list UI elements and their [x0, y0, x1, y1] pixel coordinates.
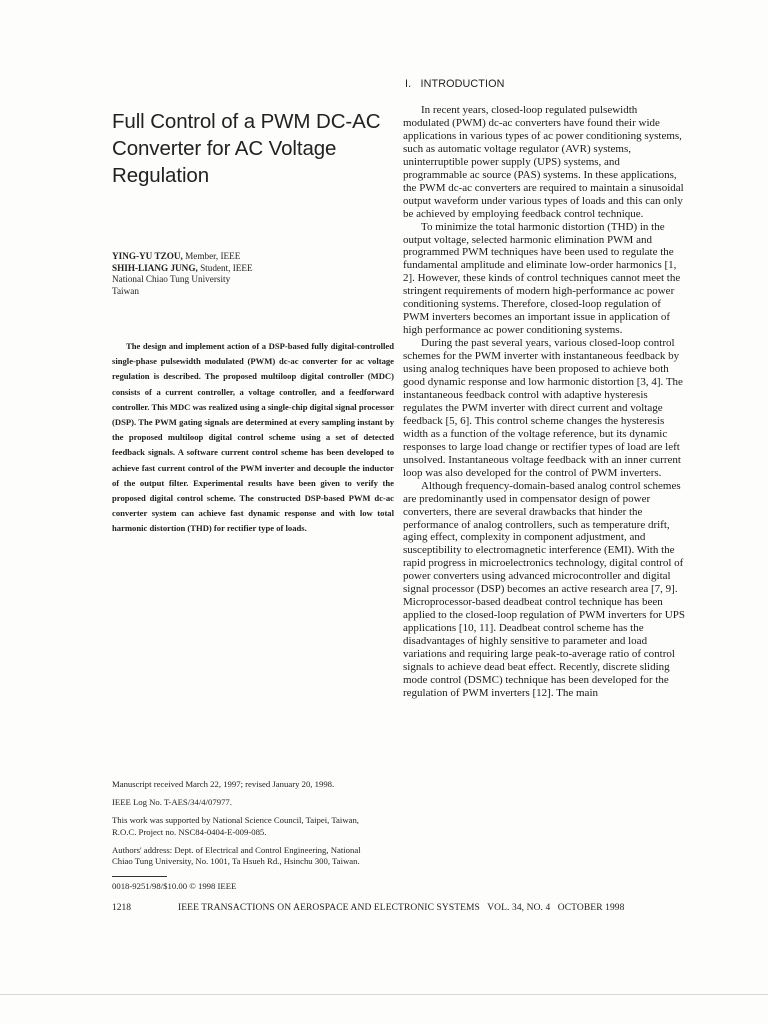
footnotes — [112, 779, 380, 899]
intro-paragraph-1: In recent years, closed-loop regulated pulsewidth modulated (PWM) dc-ac converters have found their wide applications in various types of ac power conditioning systems, such as automatic voltage regulator (AVR) systems, uninterruptible power supply (UPS) systems, and programmable ac source (PAS) systems. In these applications, the PWM dc-ac converters are required to maintain a sinusoidal output waveform under various types of loads and this can only be achieved by employing feedback control technique. — [403, 104, 684, 220]
affiliation-line-2: Taiwan — [112, 285, 139, 296]
footnote-address: Authors' address: Dept. of Electrical and Control Engineering, National Chiao Tung University, No. 1001, Ta Hsueh Rd., Hsinchu 300, Taiwan. — [112, 844, 361, 866]
intro-paragraph-2: To minimize the total harmonic distortion (THD) in the output voltage, selected harmonic elimination PWM and programmed PWM techniques have been used to regulate the fundamental amplitude and eliminate low-order harmonics [1, 2]. However, these kinds of control techniques cannot meet the stringent requirements of modern high-performance ac power conditioning systems. Therefore, closed-loop regulation of PWM inverters becomes an important issue in application of high performance ac power conditioning systems. — [403, 220, 681, 337]
author-2 — [112, 262, 394, 274]
footnote-divider — [112, 876, 167, 877]
intro-paragraph-4: Although frequency-domain-based analog control schemes are predominantly used in compensator design of power converters, there are several drawbacks that hinder the performance of analog controllers, such as temperature drift, aging effect, complexity in component adjustment, and susceptibility to electromagnetic interference (EMI). With the rapid progress in microelectronics technology, digital control of power converters using advanced microcontroller and digital signal processor (DSP) becomes an active research area [7, 9]. Microprocessor-based deadbeat control technique has been applied to the closed-loop regulation of PWM inverters for UPS applications [10, 11]. Deadbeat control scheme has the disadvantages of highly sensitive to parameter and load variations and requiring large peak-to-average ratio of control signals to achieve dead beat effect. Recently, discrete sliding mode control (DSMC) technique has been developed for the regulation of PWM inverters [12]. The main — [403, 479, 685, 699]
author-1-name: YING-YU TZOU, — [112, 251, 183, 261]
section-heading: I. INTRODUCTION — [405, 78, 505, 90]
author-1-role: Member, IEEE — [185, 251, 241, 261]
section-body — [403, 104, 685, 700]
title-block — [112, 108, 394, 189]
affiliation-line-1: National Chiao Tung University — [112, 274, 231, 284]
page-number: 1218 — [112, 903, 131, 913]
author-2-role: Student, IEEE — [200, 263, 253, 273]
author-2-name: SHIH-LIANG JUNG, — [112, 263, 198, 273]
page-bottom-divider — [0, 994, 768, 995]
footnote-support: This work was supported by National Science Council, Taipei, Taiwan, R.O.C. Project no. NSC84-0404-E-009-085. — [112, 815, 359, 837]
page-footer — [112, 903, 686, 917]
author-block — [112, 250, 394, 297]
abstract: The design and implement action of a DSP-based fully digital-controlled single-phase pulsewidth modulated (PWM) dc-ac converter for ac voltage regulation is described. The proposed multiloop digital controller (MDC) consists of a current controller, a voltage controller, and a feedforward controller. This MDC was realized using a single-chip digital signal processor (DSP). The PWM gating signals are determined at every sampling instant by the proposed multiloop digital control scheme using a set of detected feedback signals. A software current control scheme has been developed to achieve fast current control of the PWM inverter and decouple the inductor of the output filter. Experimental results have been given to verify the proposed digital control scheme. The constructed DSP-based PWM dc-ac converter system can achieve fast dynamic response and with low total harmonic distortion (THD) for rectifier type of loads. — [112, 341, 394, 534]
intro-paragraph-3: During the past several years, various closed-loop control schemes for the PWM inverter with instantaneous feedback by using analog techniques have been proposed to achieve both good dynamic response and low harmonic distortion [3, 4]. The instantaneous feedback control with adaptive hysteresis regulates the PWM inverter with direct current and voltage feedback [5, 6]. This control scheme changes the hysteresis width as a function of the voltage reference, but its dynamic responses to large load change or rectifier types of load are left unsolved. Instantaneous voltage feedback with an inner current loop was also developed for the control of PWM inverters. — [403, 337, 683, 479]
footnote-received: Manuscript received March 22, 1997; revised January 20, 1998. — [112, 779, 335, 789]
author-1 — [112, 250, 394, 262]
footnote-log: IEEE Log No. T-AES/34/4/07977. — [112, 797, 232, 807]
journal-info: IEEE TRANSACTIONS ON AEROSPACE AND ELECTRONIC SYSTEMS VOL. 34, NO. 4 OCTOBER 1998 — [178, 903, 625, 913]
introduction-section — [403, 78, 685, 700]
footnote-copyright: 0018-9251/98/$10.00 © 1998 IEEE — [112, 880, 237, 891]
paper-title: Full Control of a PWM DC-AC Converter for AC Voltage Regulation — [112, 110, 381, 187]
